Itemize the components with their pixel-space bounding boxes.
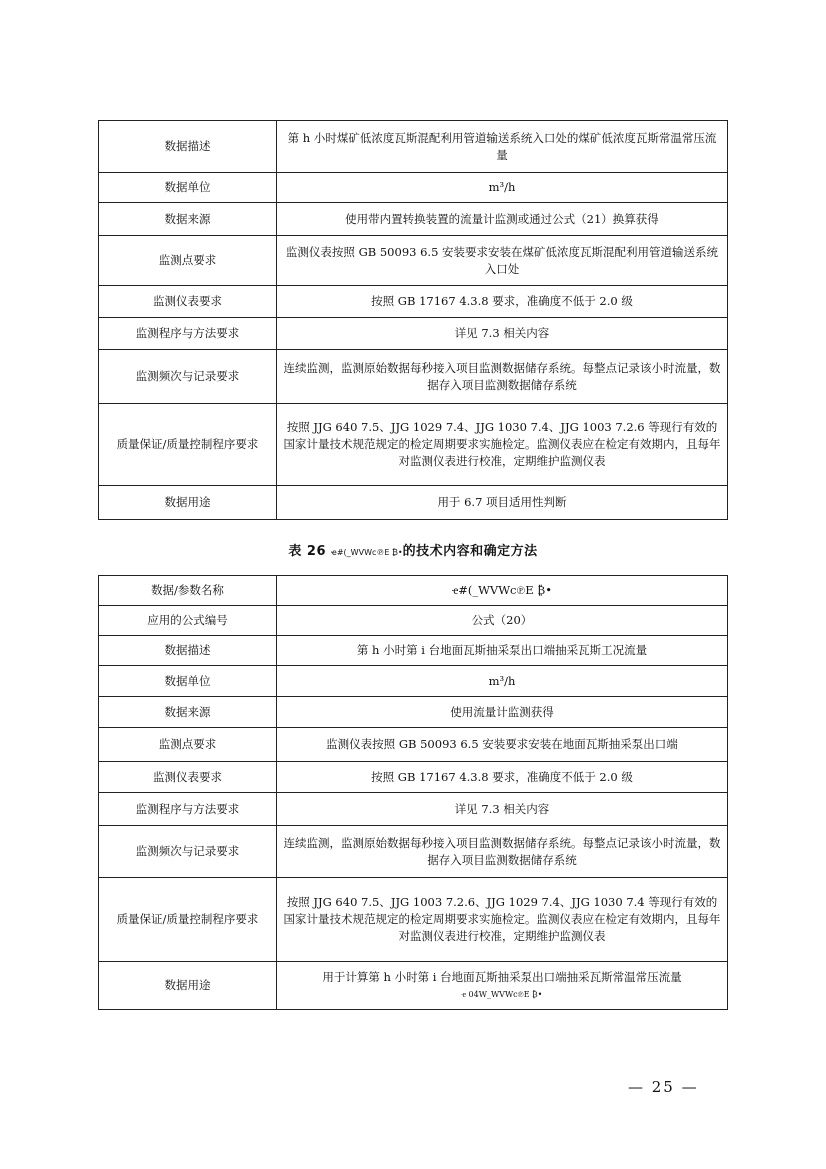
- table-row: [99, 793, 728, 826]
- row-label: 监测频次与记录要求: [99, 826, 277, 878]
- row-value: m³/h: [277, 666, 728, 697]
- table-row: [99, 878, 728, 962]
- row-value: 用于 6.7 项目适用性判断: [277, 486, 728, 520]
- row-label: 数据来源: [99, 203, 277, 236]
- row-value: 详见 7.3 相关内容: [277, 793, 728, 826]
- table-row: [99, 486, 728, 520]
- row-label: 数据描述: [99, 636, 277, 666]
- row-label: 质量保证/质量控制程序要求: [99, 878, 277, 962]
- table-row: [99, 318, 728, 350]
- table-row: [99, 697, 728, 728]
- row-value: 第 h 小时第 i 台地面瓦斯抽采泵出口端抽采瓦斯工况流量: [277, 636, 728, 666]
- row-label: 数据描述: [99, 121, 277, 173]
- row-value: [277, 962, 728, 1010]
- row-value: 按照 JJG 640 7.5、JJG 1029 7.4、JJG 1030 7.4、JJG 1003 7.2.6 等现行有效的国家计量技术规范规定的检定周期要求实施检定。监测仪表应在检定有效期内，且每年对监测仪表进行校准，定期维护监测仪表: [277, 404, 728, 486]
- row-value: 监测仪表按照 GB 50093 6.5 安装要求安装在地面瓦斯抽采泵出口端: [277, 728, 728, 762]
- row-label: 监测程序与方法要求: [99, 318, 277, 350]
- row-label: 监测仪表要求: [99, 762, 277, 793]
- row-label: 监测程序与方法要求: [99, 793, 277, 826]
- table-row: [99, 636, 728, 666]
- table-row: [99, 173, 728, 203]
- row-label: 数据用途: [99, 486, 277, 520]
- row-label: 数据单位: [99, 173, 277, 203]
- table-row: [99, 350, 728, 404]
- row-value: m³/h: [277, 173, 728, 203]
- data-spec-table-26: [98, 575, 728, 1010]
- usage-text: 用于计算第 h 小时第 i 台地面瓦斯抽采泵出口端抽采瓦斯常温常压流量: [322, 969, 682, 984]
- row-value: 使用带内置转换装置的流量计监测或通过公式（21）换算获得: [277, 203, 728, 236]
- page-number: — 25 —: [628, 1078, 699, 1096]
- table-row: [99, 121, 728, 173]
- row-label: 数据来源: [99, 697, 277, 728]
- row-label: 监测点要求: [99, 728, 277, 762]
- table-row: [99, 826, 728, 878]
- table-row: [99, 203, 728, 236]
- row-label: 数据/参数名称: [99, 576, 277, 606]
- row-value: 第 h 小时煤矿低浓度瓦斯混配利用管道输送系统入口处的煤矿低浓度瓦斯常温常压流量: [277, 121, 728, 173]
- caption-prefix: 表 26: [288, 544, 326, 559]
- row-label: 监测频次与记录要求: [99, 350, 277, 404]
- table-row: [99, 666, 728, 697]
- caption-suffix: 的技术内容和确定方法: [402, 544, 538, 559]
- table-row: [99, 962, 728, 1010]
- usage-symbol: ҽ 04W_WVWϲ℗E ₿•: [461, 989, 543, 999]
- row-value: 按照 GB 17167 4.3.8 要求，准确度不低于 2.0 级: [277, 762, 728, 793]
- row-label: 监测点要求: [99, 236, 277, 286]
- row-value: 使用流量计监测获得: [277, 697, 728, 728]
- row-value: 按照 GB 17167 4.3.8 要求，准确度不低于 2.0 级: [277, 286, 728, 318]
- row-label: 质量保证/质量控制程序要求: [99, 404, 277, 486]
- row-value: 公式（20）: [277, 606, 728, 636]
- row-label: 应用的公式编号: [99, 606, 277, 636]
- table-row: [99, 728, 728, 762]
- row-value: 监测仪表按照 GB 50093 6.5 安装要求安装在煤矿低浓度瓦斯混配利用管道输送系统入口处: [277, 236, 728, 286]
- table-row: [99, 606, 728, 636]
- row-label: 监测仪表要求: [99, 286, 277, 318]
- row-value: 按照 JJG 640 7.5、JJG 1003 7.2.6、JJG 1029 7.4、JJG 1030 7.4 等现行有效的国家计量技术规范规定的检定周期要求实施检定。监测仪表应在检定有效期内，且每年对监测仪表进行校准，定期维护监测仪表: [277, 878, 728, 962]
- data-spec-table-continued: [98, 120, 728, 520]
- caption-symbol: ҽ#(_WVWϲ℗E ₿•: [331, 548, 403, 557]
- row-label: 数据单位: [99, 666, 277, 697]
- row-value: ҽ#(_WVWϲ℗E ₿•: [277, 576, 728, 606]
- row-label: 数据用途: [99, 962, 277, 1010]
- table-caption: [0, 540, 826, 559]
- table-row: [99, 576, 728, 606]
- table-row: [99, 236, 728, 286]
- table-row: [99, 404, 728, 486]
- table-row: [99, 286, 728, 318]
- row-value: 连续监测，监测原始数据每秒接入项目监测数据储存系统。每整点记录该小时流量，数据存入项目监测数据储存系统: [277, 350, 728, 404]
- row-value: 连续监测，监测原始数据每秒接入项目监测数据储存系统。每整点记录该小时流量，数据存入项目监测数据储存系统: [277, 826, 728, 878]
- row-value: 详见 7.3 相关内容: [277, 318, 728, 350]
- table-row: [99, 762, 728, 793]
